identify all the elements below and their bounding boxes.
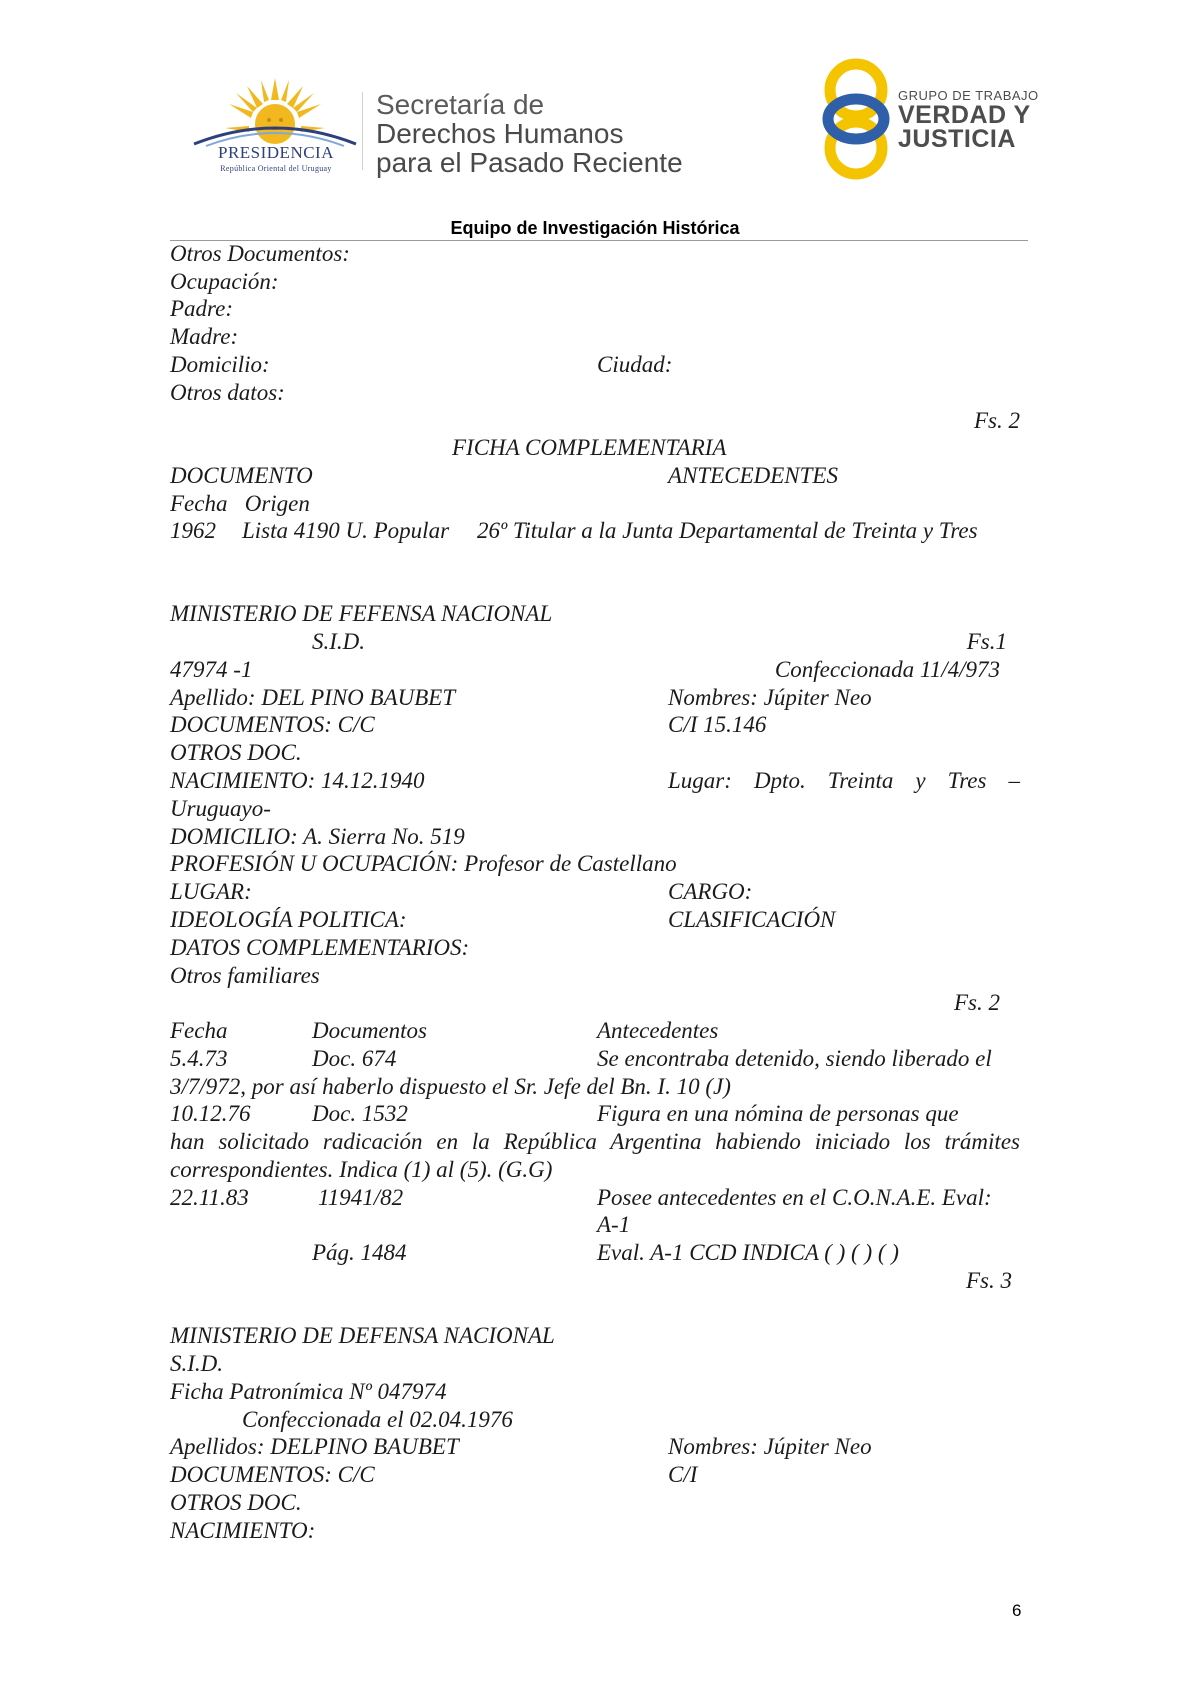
nombres-1: Nombres: Júpiter Neo: [668, 685, 872, 710]
profesion-1: PROFESIÓN U OCUPACIÓN: Profesor de Castellano: [170, 851, 677, 876]
secretaria-line1: Secretaría de: [376, 89, 545, 120]
page-number: 6: [1012, 1601, 1022, 1620]
entry2-doc: Doc. 1532: [312, 1101, 408, 1126]
entry4-doc: Pág. 1484: [312, 1240, 407, 1265]
col-documentos-header: Documentos: [312, 1018, 427, 1043]
presidencia-sublabel: República Oriental del Uruguay: [220, 164, 332, 173]
otros-documentos-label: Otros Documentos:: [170, 241, 350, 266]
otros-familiares-1: Otros familiares: [170, 963, 320, 988]
apellidos-2: Apellidos: DELPINO BAUBET: [170, 1434, 459, 1459]
fecha-origen-subheader: Fecha Origen: [170, 491, 310, 516]
ministerio-heading-2: MINISTERIO DE DEFENSA NACIONAL: [170, 1323, 555, 1348]
madre-label: Madre:: [170, 324, 239, 349]
confeccionada-1: Confeccionada 11/4/973: [774, 657, 1000, 682]
ficha-numero: 47974 -1: [170, 657, 253, 682]
col-fecha-header: Fecha: [170, 1018, 228, 1043]
fs-2-top: Fs. 2: [974, 408, 1020, 433]
secretaria-logo-text: [376, 90, 683, 177]
entry3-doc: 11941/82: [318, 1185, 404, 1210]
grupo-line3: JUSTICIA: [898, 125, 1016, 153]
section-title: Equipo de Investigación Histórica: [450, 218, 740, 238]
logo-divider: [362, 92, 363, 170]
entry-year: 1962: [170, 518, 216, 543]
fs-3: Fs. 3: [966, 1268, 1012, 1293]
sid-heading-1: S.I.D.: [312, 629, 366, 654]
ideologia-1: IDEOLOGÍA POLITICA:: [170, 907, 407, 932]
entry2-text-b: han solicitado radicación en la República Argentina habiendo iniciado los trámites: [170, 1129, 1020, 1154]
secretaria-line3: para el Pasado Reciente: [376, 147, 683, 178]
otros-doc-2: OTROS DOC.: [170, 1490, 302, 1515]
apellido-1: Apellido: DEL PINO BAUBET: [170, 685, 456, 710]
documento-heading: DOCUMENTO: [170, 463, 313, 488]
entry1-fecha: 5.4.73: [170, 1046, 228, 1071]
entry1-doc: Doc. 674: [312, 1046, 397, 1071]
grupo-line1: GRUPO DE TRABAJO: [898, 88, 1039, 103]
ci-2: C/I: [668, 1462, 698, 1487]
entry3-text-b: A-1: [597, 1212, 631, 1237]
fs-1: Fs.1: [966, 629, 1007, 654]
linked-rings-icon: [816, 58, 896, 180]
otros-doc-1: OTROS DOC.: [170, 740, 302, 765]
ciudad-label: Ciudad:: [597, 352, 673, 377]
presidencia-label: PRESIDENCIA: [217, 143, 334, 162]
documentos-2: DOCUMENTOS: C/C: [170, 1462, 375, 1487]
entry1-text-b: 3/7/972, por así haberlo dispuesto el Sr. Jefe del Bn. I. 10 (J): [170, 1074, 731, 1099]
grupo-line2: VERDAD Y: [898, 101, 1031, 129]
entry1-text-a: Se encontraba detenido, siendo liberado el: [597, 1046, 992, 1071]
ocupacion-label: Ocupación:: [170, 269, 279, 294]
entry3-text-a: Posee antecedentes en el C.O.N.A.E. Eval:: [597, 1185, 992, 1210]
datos-complementarios-1: DATOS COMPLEMENTARIOS:: [170, 935, 470, 960]
ministerio-heading-1: MINISTERIO DE FEFENSA NACIONAL: [170, 601, 553, 626]
nacimiento-1: NACIMIENTO: 14.12.1940: [170, 768, 425, 793]
fs-2-mid: Fs. 2: [954, 990, 1000, 1015]
ficha-complementaria-title: FICHA COMPLEMENTARIA: [452, 435, 727, 460]
nombres-2: Nombres: Júpiter Neo: [668, 1434, 872, 1459]
domicilio-1: DOMICILIO: A. Sierra No. 519: [170, 824, 465, 849]
domicilio-label: Domicilio:: [170, 352, 270, 377]
entry2-text-c: correspondientes. Indica (1) al (5). (G.G): [170, 1157, 553, 1182]
antecedentes-heading: ANTECEDENTES: [668, 463, 838, 488]
nacimiento-2: NACIMIENTO:: [170, 1518, 316, 1543]
entry2-text-a: Figura en una nómina de personas que: [597, 1101, 959, 1126]
entry3-fecha: 22.11.83: [170, 1185, 249, 1210]
confeccionada-2: Confeccionada el 02.04.1976: [242, 1407, 513, 1432]
lugar-nacimiento-1: Lugar: Dpto. Treinta y Tres –: [668, 768, 1020, 793]
entry-antecedente: 26º Titular a la Junta Departamental de Treinta y Tres: [477, 518, 978, 543]
entry-origen: Lista 4190 U. Popular: [242, 518, 450, 543]
lugar-trabajo-1: LUGAR:: [170, 879, 252, 904]
col-antecedentes-header: Antecedentes: [597, 1018, 719, 1043]
documentos-1: DOCUMENTOS: C/C: [170, 712, 375, 737]
ficha-patronimica: Ficha Patronímica Nº 047974: [170, 1379, 447, 1404]
entry2-fecha: 10.12.76: [170, 1101, 251, 1126]
secretaria-line2: Derechos Humanos: [376, 118, 624, 149]
uruguayo-1: Uruguayo-: [170, 796, 271, 821]
entry4-text: Eval. A-1 CCD INDICA ( ) ( ) ( ): [597, 1240, 899, 1265]
padre-label: Padre:: [170, 296, 234, 321]
cargo-1: CARGO:: [668, 879, 753, 904]
otros-datos-label: Otros datos:: [170, 380, 285, 405]
sid-heading-2: S.I.D.: [170, 1351, 224, 1376]
ci-1: C/I 15.146: [668, 712, 767, 737]
clasificacion-1: CLASIFICACIÓN: [668, 907, 836, 932]
